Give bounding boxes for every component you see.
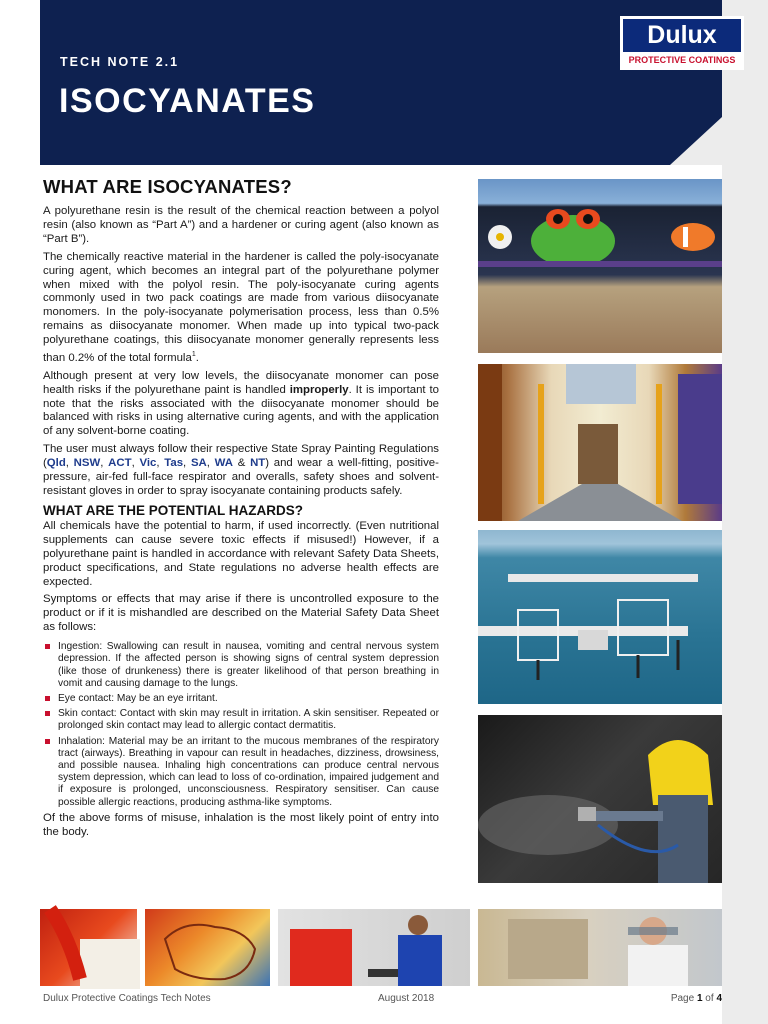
australia-map-image (145, 909, 270, 986)
paragraph-closing: Of the above forms of misuse, inhalation is the most likely point of entry into the body. (43, 811, 439, 838)
logo-division: PROTECTIVE COATINGS (628, 55, 736, 65)
bullet-marker (45, 739, 50, 744)
photo-frog-mural-tank (478, 179, 722, 353)
footnote-ref: 1 (191, 351, 196, 359)
state-nt: NT (250, 457, 266, 470)
state-qld: Qld (46, 457, 66, 470)
bullet-marker (45, 711, 50, 716)
photo-lab-technician (478, 909, 722, 986)
header-corner-cut (670, 117, 722, 165)
main-text-column (43, 176, 439, 844)
state-nsw: NSW (73, 457, 101, 470)
list-item: Skin contact: Contact with skin may result in irritation. A skin sensitiser. Repeated or prolonged skin contact may lead to allergic contact dermatitis. (43, 708, 439, 732)
photo-red-paint-pour (40, 909, 137, 986)
logo-brand: Dulux (623, 19, 741, 52)
footer-date: August 2018 (378, 993, 435, 1004)
section-heading-what-are: WHAT ARE ISOCYANATES? (43, 176, 292, 197)
bullet-marker (45, 696, 50, 701)
state-tas: Tas (164, 457, 184, 470)
list-item: Ingestion: Swallowing can result in nausea, vomiting and central nervous system depression. If the affected person is showing signs of central system depression (like those of drunkeness) there is greater likelihood of that person breathing in vomit and causing damage to the lungs. (43, 641, 439, 690)
page-margin-shade (722, 0, 768, 1024)
state-act: ACT (108, 457, 132, 470)
header-banner (40, 0, 736, 165)
lab-image (478, 909, 722, 986)
paragraph-regulations: The user must always follow their respective State Spray Painting Regulations (Qld, NSW, ACT, Vic, Tas, SA, WA & NT) and wear a well-fitting, positive-pressure, air-fed full-face respirator and overalls, safety shoes and solvent-resistant gloves in order to spray isocyanate containing products safely. (43, 443, 439, 498)
hazard-list (43, 641, 439, 809)
dulux-logo (620, 16, 744, 70)
section-heading-hazards: WHAT ARE THE POTENTIAL HAZARDS? (43, 502, 303, 518)
paragraph: Although present at very low levels, the diisocyanate monomer can pose health risks if the polyurethane paint is handled improperly. It is important to note that the risks associated with the diisocyanate monomer should be balanced with risks in using alternative curing agents, and with the application of any solvent-borne coating. (43, 369, 439, 438)
bullet-marker (45, 644, 50, 649)
state-wa: WA (214, 457, 234, 470)
inspection-image (278, 909, 470, 986)
corridor-image (478, 364, 722, 521)
tech-note-label: TECH NOTE 2.1 (60, 55, 180, 69)
photo-building-corridor (478, 364, 722, 521)
list-item: Inhalation: Material may be an irritant to the mucous membranes of the respiratory tract (airways). Breathing in vapour can result in headaches, dizziness, drowsiness, and possible nausea. Inhaling high concentrations can produce central nervous system depression, which can lead to loss of co-ordination, impaired judgement and if exposure is prolonged, unconsciousness. Respiratory sensitiser. Can cause possible allergic reactions, producing asthma-like symptoms. (43, 736, 439, 809)
frog-mural-image (478, 179, 722, 353)
paint-pour-image (40, 909, 137, 986)
footer-publication: Dulux Protective Coatings Tech Notes (43, 993, 211, 1004)
photo-australia-heatmap (145, 909, 270, 986)
emphasis: improperly (289, 383, 349, 396)
photo-spray-painter (478, 715, 722, 883)
photo-panel-inspection (278, 909, 470, 986)
list-item: Eye contact: May be an eye irritant. (43, 693, 439, 705)
paragraph: Symptoms or effects that may arise if there is uncontrolled exposure to the product or if it is mishandled are described on the Material Safety Data Sheet as follows: (43, 593, 439, 634)
paragraph: The chemically reactive material in the hardener is called the poly-isocyanate curing agent, which becomes an integral part of the polyurethane polymer when mixed with the polyol resin. The poly-isocyanate curing agents commonly used in two pack coatings are made from various diisocyanate monomers. In the poly-isocyanate polymerisation process, less than 0.5% remains as diisocyanate monomer. When made up into typical two-pack polyurethane coatings, this diisocyanate monomer generally represents less than 0.2% of the total formula$^1$. (43, 250, 439, 364)
photo-offshore-jetty (478, 530, 722, 704)
jetty-image (478, 530, 722, 704)
paragraph: All chemicals have the potential to harm, if used incorrectly. (Even nutritional supplements can cause severe toxic effects if misused!) However, if a polyurethane paint is handled in accordance with relevant Safety Data Sheets, product specifications, and State regulations no adverse health effects are expected. (43, 519, 439, 588)
state-sa: SA (190, 457, 207, 470)
page-title: ISOCYANATES (59, 82, 316, 120)
state-vic: Vic (139, 457, 157, 470)
footer-page-number: Page 1 of 4 (670, 993, 722, 1004)
paragraph: A polyurethane resin is the result of the chemical reaction between a polyol resin (also known as “Part A”) and a hardener or curing agent (also known as “Part B”). (43, 205, 439, 245)
spray-painter-image (478, 715, 722, 883)
